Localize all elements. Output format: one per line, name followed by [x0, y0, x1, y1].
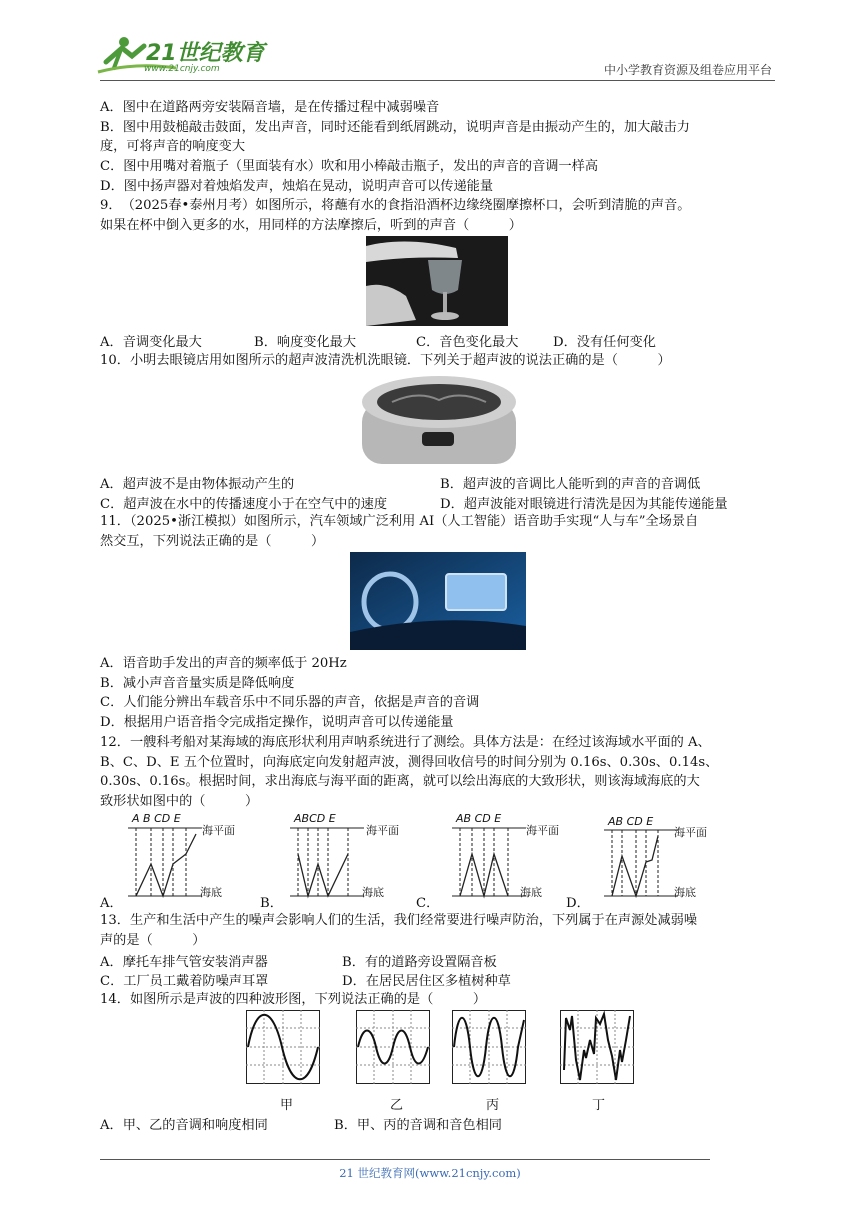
logo-url: www.21cnjy.com: [144, 64, 220, 74]
q11-option-d: D．根据用户语音指令完成指定操作，说明声音可以传递能量: [100, 715, 454, 730]
footer-rule: [100, 1159, 710, 1160]
q8-option-a: A．图中在道路两旁安装隔音墙，是在传播过程中减弱噪音: [100, 100, 440, 115]
wine-glass-photo: [366, 236, 508, 326]
q8-option-b: B．图中用鼓槌敲击鼓面，发出声音，同时还能看到纸屑跳动，说明声音是由振动产生的，加大敲击力: [100, 120, 690, 135]
q12-option-b: B．: [260, 896, 283, 911]
q11-option-b: B．减小声音音量实质是降低响度: [100, 676, 295, 691]
q10-option-d: D．超声波能对眼镜进行清洗是因为其能传递能量: [440, 497, 728, 512]
q13-option-b: B．有的道路旁设置隔音板: [342, 955, 497, 970]
wave-label-ding: 丁: [592, 1098, 606, 1113]
q9-option-b: B．响度变化最大: [254, 335, 357, 350]
logo-text: 21世纪教育: [146, 41, 265, 66]
q12-stem-3: 0.30s、0.16s。根据时间，求出海底与海平面的距离，就可以绘出海底的大致形状，则该海域海底的大: [100, 774, 700, 789]
q9-option-c: C．音色变化最大: [416, 335, 519, 350]
wave-label-jia: 甲: [280, 1098, 294, 1113]
q9-stem-2: 如果在杯中倒入更多的水，用同样的方法摩擦后，听到的声音（ ）: [100, 218, 522, 233]
q13-stem-2: 声的是（ ）: [100, 933, 206, 948]
q8-option-b-cont: 度，可将声音的响度变大: [100, 139, 246, 154]
wave-label-yi: 乙: [390, 1098, 404, 1113]
q12-option-d: D．: [566, 896, 590, 911]
waveform-bing: [452, 1010, 526, 1084]
q14-option-b: B．甲、丙的音调和音色相同: [334, 1118, 502, 1133]
platform-name: 中小学教育资源及组卷应用平台: [603, 63, 772, 77]
footer-text: 21 世纪教育网(www.21cnjy.com): [339, 1166, 521, 1180]
q13-stem-1: 13．生产和生活中产生的噪声会影响人们的生活，我们经常要进行噪声防治，下列属于在声源处减弱噪: [100, 913, 698, 928]
q14-option-a: A．甲、乙的音调和响度相同: [100, 1118, 268, 1133]
q8-option-d: D．图中扬声器对着烛焰发声，烛焰在晃动，说明声音可以传递能量: [100, 179, 494, 194]
car-interior-photo: [350, 552, 526, 650]
ultrasonic-cleaner-photo: [358, 372, 520, 468]
q8-option-c: C．图中用嘴对着瓶子（里面装有水）吹和用小棒敲击瓶子，发出的声音的音调一样高: [100, 159, 599, 174]
q12-option-a: A．: [100, 896, 123, 911]
waveform-ding: [560, 1010, 634, 1084]
q10-option-a: A．超声波不是由物体振动产生的: [100, 477, 295, 492]
q12-stem-2: B、C、D、E 五个位置时，向海底定向发射超声波，测得回收信号的时间分别为 0.16s、0.30s、0.14s、: [100, 755, 719, 770]
q12-option-c: C．: [416, 896, 440, 911]
wave-label-bing: 丙: [486, 1098, 500, 1113]
q9-option-a: A．音调变化最大: [100, 335, 202, 350]
q9-option-d: D．没有任何变化: [553, 335, 656, 350]
q12-stem-1: 12．一艘科考船对某海域的海底形状利用声呐系统进行了测绘。具体方法是：在经过该海域水平面的 A、: [100, 735, 711, 750]
header-rule: [100, 80, 775, 81]
q13-option-c: C．工厂员工戴着防噪声耳罩: [100, 974, 269, 989]
q11-stem-2: 然交互，下列说法正确的是（ ）: [100, 534, 325, 549]
q11-option-c: C．人们能分辨出车载音乐中不同乐器的声音，依据是声音的音调: [100, 695, 480, 710]
q10-option-c: C．超声波在水中的传播速度小于在空气中的速度: [100, 497, 388, 512]
q13-option-d: D．在居民居住区多植树种草: [342, 974, 511, 989]
q12-stem-4: 致形状如图中的（ ）: [100, 794, 259, 809]
q11-stem-1: 11．（2025•浙江模拟）如图所示，汽车领域广泛利用 AI（人工智能）语音助手实现“人与车”全场景自: [100, 514, 699, 529]
q13-option-a: A．摩托车排气管安装消声器: [100, 955, 268, 970]
q10-stem: 10．小明去眼镜店用如图所示的超声波清洗机洗眼镜．下列关于超声波的说法正确的是（ ）: [100, 353, 671, 368]
q10-option-b: B．超声波的音调比人能听到的声音的音调低: [440, 477, 701, 492]
waveform-jia: [246, 1010, 320, 1084]
q14-stem: 14．如图所示是声波的四种波形图，下列说法正确的是（ ）: [100, 992, 487, 1007]
q11-option-a: A．语音助手发出的声音的频率低于 20Hz: [100, 656, 347, 671]
waveform-yi: [356, 1010, 430, 1084]
q9-stem-1: 9． （2025春•泰州月考）如图所示，将蘸有水的食指沿酒杯边缘绕圈摩擦杯口，会听到清脆的声音。: [100, 198, 691, 213]
